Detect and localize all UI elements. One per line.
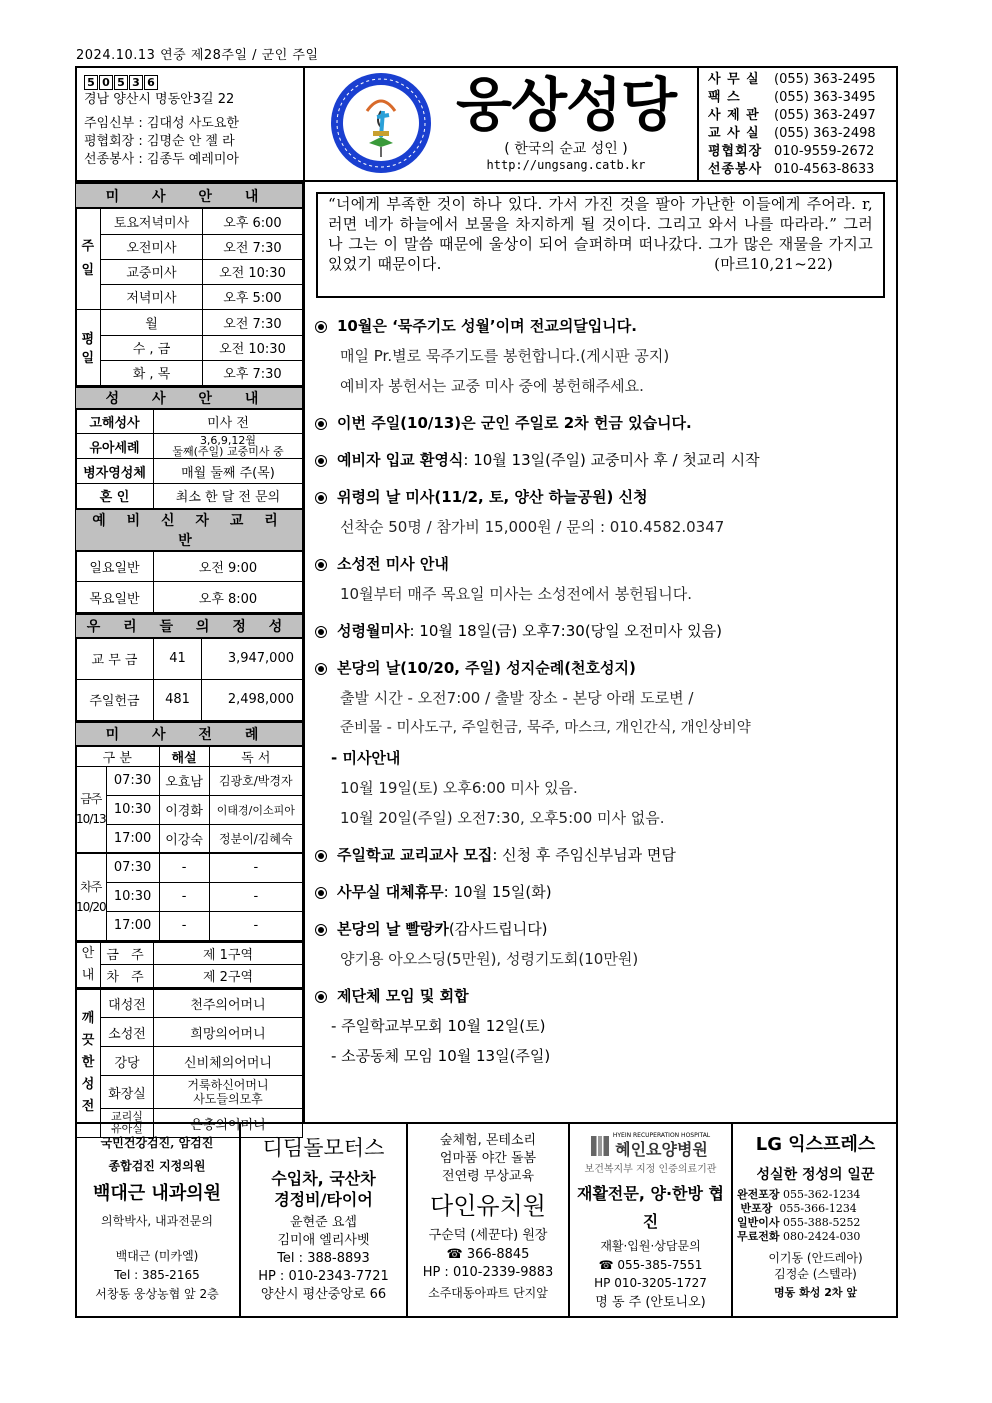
notice-line: 10월부터 매주 목요일 미사는 소성전에서 봉헌됩니다. bbox=[340, 585, 692, 603]
ads-row bbox=[75, 1122, 898, 1318]
offerings-table bbox=[75, 613, 303, 721]
contact-row: 사 제 관 (055) 363-2497 bbox=[708, 108, 876, 123]
offering-amount: 2,498,000 bbox=[202, 679, 303, 720]
mass-name: 저녁미사 bbox=[101, 284, 203, 309]
offering-count: 481 bbox=[154, 679, 202, 720]
next-week-label: 차주 10/20 bbox=[76, 853, 107, 940]
commentator: - bbox=[159, 882, 209, 911]
ad-contact: 김미애 엘리사벳 bbox=[277, 1233, 370, 1248]
notice-subhead: - 미사안내 bbox=[331, 749, 401, 767]
section-title-sacrament: 성 사 안 내 bbox=[76, 387, 303, 409]
ad-contact: Tel : 388-8893 bbox=[277, 1251, 370, 1266]
ad-eng-name: HYEIN RECUPERATION HOSPITAL bbox=[612, 1132, 711, 1139]
mass-time: 07:30 bbox=[106, 766, 159, 795]
sacrament-table bbox=[75, 386, 303, 614]
mass-time: 오전 10:30 bbox=[203, 335, 303, 360]
ad-hospital bbox=[570, 1124, 733, 1318]
cleaning-group: 은총의어머니 bbox=[154, 1109, 303, 1138]
hospital-logo-icon bbox=[591, 1136, 609, 1156]
ad-contact: 백대근 (미카엘) bbox=[115, 1249, 199, 1263]
notice-item bbox=[315, 878, 898, 907]
notice-line: 10월 20일(주일) 오전7:30, 오후5:00 미사 없음. bbox=[340, 809, 665, 827]
notice-line: - 소공동체 모임 10월 13일(주일) bbox=[331, 1047, 551, 1065]
ad-kindergarten bbox=[408, 1124, 570, 1318]
mass-time: 오전 7:30 bbox=[203, 309, 303, 335]
district-guide-table bbox=[75, 941, 303, 988]
notice-title: 이번 주일(10/13)은 군인 주일로 2차 헌금 있습니다. bbox=[337, 414, 692, 432]
radio-bullet-icon bbox=[315, 321, 327, 333]
commentator: - bbox=[159, 911, 209, 940]
mass-time: 오후 6:00 bbox=[203, 208, 303, 234]
ad-motors bbox=[241, 1124, 408, 1318]
ad-contact: HP 010-3205-1727 bbox=[594, 1276, 707, 1290]
offering-count: 41 bbox=[154, 638, 202, 679]
ad-line: 숲체험, 몬테소리 bbox=[439, 1133, 537, 1148]
contact-row: 사 무 실 (055) 363-2495 bbox=[708, 72, 876, 87]
offering-amount: 3,947,000 bbox=[202, 638, 303, 679]
notice-line: 선착순 50명 / 참가비 15,000원 / 문의 : 010.4582.0347 bbox=[340, 518, 725, 536]
notice-title: 소성전 미사 안내 bbox=[337, 555, 449, 573]
radio-bullet-icon bbox=[315, 455, 327, 467]
notice-title: 본당의 날(10/20, 주일) 성지순례(천호성지) bbox=[337, 659, 636, 677]
notice-title: 예비자 입교 환영식 bbox=[337, 451, 464, 469]
sacrament-name: 혼 인 bbox=[76, 484, 154, 509]
notice-detail: : 10월 18일(금) 오후7:30(당일 오전미사 있음) bbox=[409, 622, 722, 640]
quote-text: “너에게 부족한 것이 하나 있다. 가서 가진 것을 팔아 가난한 이들에게 주어라. r,러면 네가 하늘에서 보물을 차지하게 될 것이다. 그리고 와서 나를 따라라.” 그러나 그는 이 말씀 때문에 울상이 되어 슬퍼하며 떠나갔다. 그가 많은 재물을 가지고 있었기 때문이다. bbox=[328, 195, 873, 273]
this-week-label: 금주 10/13 bbox=[76, 766, 107, 853]
notice-item bbox=[315, 312, 898, 401]
ad-line: 수입차, 국산차 bbox=[271, 1169, 376, 1188]
ad-name: 혜인요양병원 bbox=[615, 1140, 708, 1159]
mass-time: 10:30 bbox=[106, 882, 159, 911]
staff-row: 선종봉사 : 김종두 예레미아 bbox=[84, 152, 239, 167]
staff-row: 평협회장 : 김명순 안 젤 라 bbox=[84, 134, 235, 149]
class-name: 목요일반 bbox=[76, 582, 154, 613]
column-header: 해설 bbox=[159, 746, 209, 767]
sacrament-value: 미사 전 bbox=[154, 409, 303, 434]
ad-clinic bbox=[75, 1124, 241, 1318]
staff-row: 주임신부 : 김대성 사도요한 bbox=[84, 116, 239, 131]
notice-title: 사무실 대체휴무 bbox=[337, 883, 444, 901]
mass-time: 10:30 bbox=[106, 795, 159, 824]
liturgy-table bbox=[75, 721, 303, 941]
cleaning-place: 대성전 bbox=[101, 989, 154, 1018]
mass-time: 17:00 bbox=[106, 911, 159, 940]
radio-bullet-icon bbox=[315, 559, 327, 571]
zip-digit: 5 bbox=[84, 75, 98, 90]
notice-detail: : 10월 13일(주일) 교중미사 후 / 첫교리 시작 bbox=[463, 451, 760, 469]
contact-row: 평협회장 010-9559-2672 bbox=[708, 144, 875, 159]
ad-contact: Tel : 385-2165 bbox=[114, 1268, 200, 1282]
header-address-block bbox=[75, 66, 305, 182]
date-line: 2024.10.13 연중 제28주일 / 군인 주일 bbox=[76, 48, 319, 63]
ad-phone-row: 일반이사 055-388-5252 bbox=[737, 1216, 861, 1229]
notice-detail: : 신청 후 주임신부님과 면담 bbox=[492, 846, 676, 864]
cleaning-table bbox=[75, 988, 303, 1139]
contact-row: 선종봉사 010-4563-8633 bbox=[708, 162, 875, 177]
mass-name: 오전미사 bbox=[101, 234, 203, 259]
parish-title: 웅상성당 bbox=[455, 71, 677, 139]
ad-contact: 이기동 (안드레아) bbox=[768, 1251, 863, 1265]
notice-title: 위령의 날 미사(11/2, 토, 양산 하늘공원) 신청 bbox=[337, 488, 648, 506]
cleaning-group: 희망의어머니 bbox=[154, 1018, 303, 1047]
notice-item bbox=[315, 617, 898, 646]
ad-sub: 보건복지부 지정 인증의료기관 bbox=[584, 1164, 717, 1175]
ad-contact: ☎ 366-8845 bbox=[446, 1247, 530, 1262]
notice-line: 매일 Pr.별로 묵주기도를 봉헌합니다.(게시판 공지) bbox=[340, 347, 670, 365]
ad-line: 전연령 무상교육 bbox=[441, 1169, 535, 1184]
notices-list bbox=[315, 312, 898, 1079]
cleaning-group: 신비체의어머니 bbox=[154, 1047, 303, 1076]
notice-line: 예비자 봉헌서는 교중 미사 중에 봉헌해주세요. bbox=[340, 377, 644, 395]
notice-item bbox=[315, 409, 898, 438]
sacrament-value: 매월 둘째 주(목) bbox=[154, 459, 303, 484]
sacrament-name: 고해성사 bbox=[76, 409, 154, 434]
header-contacts bbox=[697, 66, 898, 182]
zip-digit: 6 bbox=[144, 75, 158, 90]
radio-bullet-icon bbox=[315, 418, 327, 430]
ad-contact: 재활·입원·상담문의 bbox=[600, 1239, 701, 1253]
parish-url[interactable]: http://ungsang.catb.kr bbox=[486, 158, 646, 172]
ad-name: 디딤돌모터스 bbox=[262, 1136, 385, 1160]
ad-slogan: 성실한 정성의 일꾼 bbox=[756, 1167, 875, 1183]
sacrament-value: 3,6,9,12월 둘째(주일) 교중미사 중 bbox=[154, 434, 303, 459]
ad-contact: 양산시 평산중앙로 66 bbox=[260, 1287, 387, 1302]
quote-reference: (마르10,21~22) bbox=[714, 255, 833, 273]
scripture-quote bbox=[316, 192, 885, 298]
section-title-offerings: 우 리 들 의 정 성 bbox=[76, 614, 303, 638]
sacrament-name: 유아세례 bbox=[76, 434, 154, 459]
readers: 이태경/이소피아 bbox=[209, 795, 302, 824]
offering-name: 교 무 금 bbox=[76, 638, 154, 679]
commentator: 오효남 bbox=[159, 766, 209, 795]
cleaning-place: 강당 bbox=[101, 1047, 154, 1076]
left-info-column bbox=[75, 182, 305, 1135]
guide-district: 제 2구역 bbox=[154, 964, 303, 987]
ad-contact: 명동 화성 2차 앞 bbox=[774, 1286, 857, 1299]
notice-item bbox=[315, 550, 898, 609]
notice-item bbox=[315, 915, 898, 974]
ad-contact: 명 동 주 (안토니오) bbox=[595, 1295, 706, 1310]
staff-list bbox=[84, 115, 303, 169]
sacrament-name: 병자영성체 bbox=[76, 459, 154, 484]
notice-item bbox=[315, 982, 898, 1071]
commentator: 이경화 bbox=[159, 795, 209, 824]
column-header: 구 분 bbox=[76, 746, 160, 767]
zip-digit: 0 bbox=[99, 75, 113, 90]
notice-line: 10월 19일(토) 오후6:00 미사 있음. bbox=[340, 779, 578, 797]
ad-contact: HP : 010-2343-7721 bbox=[258, 1269, 389, 1284]
ad-contact: 소주대동아파트 단지앞 bbox=[428, 1286, 548, 1300]
ad-line: 재활전문, 양·한방 협진 bbox=[577, 1184, 724, 1231]
ad-line: 엄마품 야간 돌봄 bbox=[439, 1151, 537, 1166]
notice-item bbox=[315, 446, 898, 475]
cleaning-group: 천주의어머니 bbox=[154, 989, 303, 1018]
notice-detail: : 10월 15일(화) bbox=[443, 883, 552, 901]
mass-name: 교중미사 bbox=[101, 259, 203, 284]
mass-guide-table bbox=[75, 182, 303, 386]
mass-time: 오후 5:00 bbox=[203, 284, 303, 309]
ad-name: 백대근 내과의원 bbox=[93, 1183, 221, 1204]
notice-item bbox=[315, 483, 898, 542]
ad-name: 다인유치원 bbox=[430, 1192, 546, 1220]
readers: - bbox=[209, 911, 302, 940]
ad-phone-row: 완전포장 055-362-1234 bbox=[737, 1188, 861, 1201]
offering-name: 주일헌금 bbox=[76, 679, 154, 720]
ad-name: LG 익스프레스 bbox=[755, 1134, 876, 1155]
ad-contact: 구순덕 (세꾼다) 원장 bbox=[428, 1228, 548, 1243]
radio-bullet-icon bbox=[315, 626, 327, 638]
ad-contact: 김정순 (스텔라) bbox=[774, 1267, 857, 1281]
notice-title: 주일학교 교리교사 모집 bbox=[337, 846, 493, 864]
ad-contact: 서창동 웅상농협 앞 2층 bbox=[95, 1287, 219, 1301]
notice-title: 본당의 날 빨랑카 bbox=[337, 920, 449, 938]
zip-digit: 3 bbox=[129, 75, 143, 90]
guide-week: 금 주 bbox=[101, 942, 154, 965]
notice-title: 제단체 모임 및 회합 bbox=[337, 987, 469, 1005]
guide-week: 차 주 bbox=[101, 964, 154, 987]
ad-line: 경정비/타이어 bbox=[274, 1190, 373, 1209]
readers: 김광호/박경자 bbox=[209, 766, 302, 795]
parish-subtitle: ( 한국의 순교 성인 ) bbox=[504, 141, 628, 157]
readers: - bbox=[209, 882, 302, 911]
ad-contact: HP : 010-2339-9883 bbox=[422, 1265, 554, 1280]
section-title-liturgy: 미 사 전 례 bbox=[76, 722, 303, 746]
column-header: 독 서 bbox=[209, 746, 302, 767]
commentator: 이강숙 bbox=[159, 824, 209, 853]
mass-name: 화 , 목 bbox=[101, 360, 203, 385]
cleaning-place: 교리실 유아실 bbox=[101, 1109, 154, 1138]
notice-title: 성령월미사 bbox=[337, 622, 410, 640]
ad-line: 국민건강검진, 암검진 bbox=[100, 1136, 214, 1150]
ad-contact: ☎ 055-385-7551 bbox=[598, 1258, 703, 1272]
mass-name: 수 , 금 bbox=[101, 335, 203, 360]
notice-line: 출발 시간 - 오전7:00 / 출발 장소 - 본당 아래 도로변 / bbox=[340, 689, 694, 707]
guide-district: 제 1구역 bbox=[154, 942, 303, 965]
class-name: 일요일반 bbox=[76, 551, 154, 582]
mass-name: 토요저녁미사 bbox=[101, 208, 203, 234]
readers: 정분이/김혜숙 bbox=[209, 824, 302, 853]
zip-digit: 5 bbox=[114, 75, 128, 90]
class-time: 오후 8:00 bbox=[154, 582, 303, 613]
notice-title: 10월은 ‘묵주기도 성월’이며 전교의달입니다. bbox=[337, 317, 637, 335]
mass-time: 오후 7:30 bbox=[203, 360, 303, 385]
section-title-mass: 미 사 안 내 bbox=[76, 183, 303, 208]
ad-phone-row: 반포장 055-366-1234 bbox=[740, 1202, 857, 1215]
radio-bullet-icon bbox=[315, 663, 327, 675]
cleaning-place: 화장실 bbox=[101, 1076, 154, 1109]
notice-line: 준비물 - 미사도구, 주일헌금, 묵주, 마스크, 개인간식, 개인상비약 bbox=[340, 720, 751, 736]
notice-item bbox=[315, 841, 898, 870]
cleaning-label: 깨 끗 한 성 전 bbox=[76, 989, 101, 1138]
notice-line: 양기용 아오스딩(5만원), 성령기도회(10만원) bbox=[340, 950, 639, 968]
parish-logo-icon bbox=[329, 71, 433, 175]
guide-label: 안 내 bbox=[76, 942, 101, 988]
radio-bullet-icon bbox=[315, 887, 327, 899]
notice-line: - 주일학교부모회 10월 12일(토) bbox=[331, 1017, 546, 1035]
notice-detail: (감사드립니다) bbox=[448, 920, 548, 938]
ad-line: 종합검진 지정의원 bbox=[108, 1159, 206, 1173]
ad-moving bbox=[733, 1124, 898, 1318]
contact-row: 팩 스 (055) 363-3495 bbox=[708, 90, 876, 105]
mass-time: 07:30 bbox=[106, 853, 159, 882]
radio-bullet-icon bbox=[315, 850, 327, 862]
ad-sub: 의학박사, 내과전문의 bbox=[101, 1214, 213, 1228]
zip-code bbox=[84, 74, 303, 91]
radio-bullet-icon bbox=[315, 492, 327, 504]
ad-contact: 윤현준 요셉 bbox=[290, 1215, 357, 1230]
ad-phone-row: 무료전화 080-2424-030 bbox=[737, 1230, 861, 1243]
radio-bullet-icon bbox=[315, 991, 327, 1003]
class-time: 오전 9:00 bbox=[154, 551, 303, 582]
notice-item bbox=[315, 654, 898, 833]
sunday-label: 주일 bbox=[76, 208, 101, 309]
mass-time: 오전 10:30 bbox=[203, 259, 303, 284]
readers: - bbox=[209, 853, 302, 882]
mass-time: 17:00 bbox=[106, 824, 159, 853]
mass-time: 오전 7:30 bbox=[203, 234, 303, 259]
cleaning-place: 소성전 bbox=[101, 1018, 154, 1047]
cleaning-group: 거룩하신어머니 사도들의모후 bbox=[154, 1076, 303, 1109]
weekday-label: 평일 bbox=[76, 309, 101, 385]
section-title-catechumen: 예 비 신 자 교 리 반 bbox=[76, 509, 303, 551]
sacrament-value: 최소 한 달 전 문의 bbox=[154, 484, 303, 509]
address: 경남 양산시 명동안3길 22 bbox=[84, 92, 235, 107]
commentator: - bbox=[159, 853, 209, 882]
contact-row: 교 사 실 (055) 363-2498 bbox=[708, 126, 876, 141]
mass-name: 월 bbox=[101, 309, 203, 335]
radio-bullet-icon bbox=[315, 924, 327, 936]
